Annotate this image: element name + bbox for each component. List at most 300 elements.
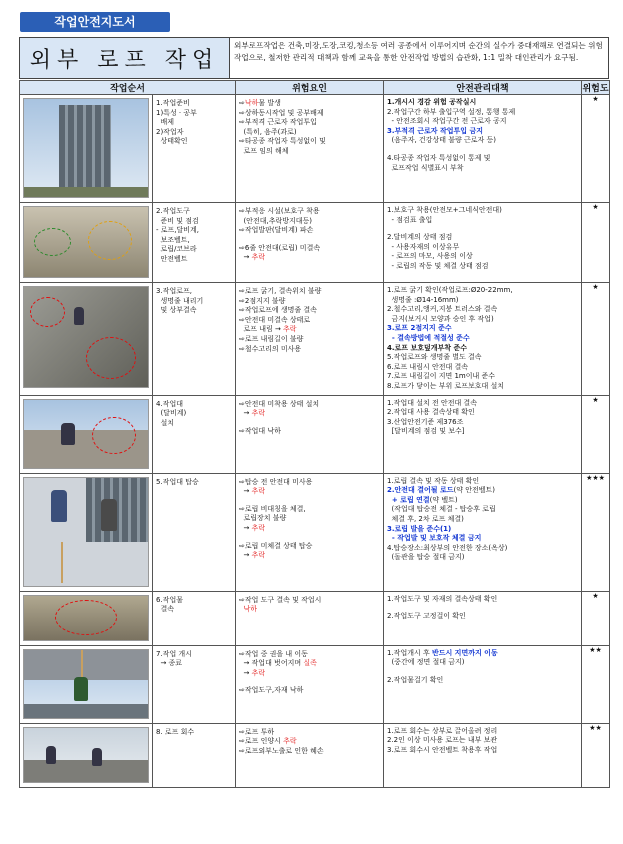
text-line: [239, 659, 380, 669]
text-segment: → 작업대 벗어지며: [239, 659, 304, 668]
text-line: [387, 372, 578, 382]
procedure-line: 준비 및 점검: [156, 216, 199, 225]
risk-rating: ★: [582, 283, 610, 396]
text-line: [387, 525, 578, 535]
text-segment: 2.달비계의 상태 점검: [387, 233, 453, 242]
text-line: [387, 658, 578, 668]
text-line: [239, 128, 380, 138]
text-segment: - 결속방법에 적절성 준수: [387, 333, 470, 342]
text-segment: - 사용자재의 이상유무: [387, 242, 460, 251]
text-segment: →: [239, 253, 252, 262]
risk-rating: ★★: [582, 645, 610, 723]
text-line: [387, 408, 578, 418]
photo-cell: [20, 283, 153, 396]
photo-shape: [61, 423, 75, 445]
procedure-cell: [153, 283, 236, 396]
text-line: [239, 737, 380, 747]
text-segment: ⇨작업발판(달비계) 파손: [239, 226, 314, 235]
text-segment: 1.작업도구 및 자재의 결속상태 확인: [387, 594, 498, 603]
text-segment: [달비계의 점검 및 보수]: [387, 427, 465, 436]
text-line: [387, 505, 578, 515]
text-segment: 1.개시시 경감 위험 공작실시: [387, 98, 477, 106]
text-segment: 2.안전대 결어될 로드: [387, 486, 454, 495]
text-segment: 2.작업도구 고정걸이 확인: [387, 612, 466, 621]
text-segment: ⇨상하동시작업 및 공부배제: [239, 108, 324, 117]
text-line: [387, 252, 578, 262]
text-segment: ⇨타공종 작업자 특성없이 및: [239, 137, 326, 146]
text-segment: 1.로프 굵기 확인(작업로프:Ø20-22mm,: [387, 286, 513, 294]
photo-shape: [51, 490, 67, 522]
procedure-cell: [153, 645, 236, 723]
photo-shape: [101, 499, 117, 531]
procedure-line: 배제: [156, 118, 174, 127]
text-segment: 추락: [283, 737, 297, 746]
text-line: [239, 419, 380, 427]
text-line: [387, 324, 578, 334]
text-line: [387, 243, 578, 253]
text-segment: 생명줄 :Ø14-16mm): [387, 295, 459, 304]
text-line: [239, 747, 380, 757]
safety-table: [19, 80, 610, 788]
text-line: [239, 514, 380, 524]
procedure-line: 설치: [156, 418, 174, 427]
text-line: [239, 109, 380, 119]
text-segment: ⇨로립 비대칭을 체결,: [239, 504, 306, 513]
photo-frame: [23, 649, 149, 719]
photo-shape: [74, 677, 88, 701]
text-segment: 추락: [251, 523, 266, 532]
procedure-cell: [153, 203, 236, 283]
photo-shape: [30, 297, 65, 327]
text-line: [387, 668, 578, 676]
text-line: [239, 542, 380, 552]
procedure-line: 생명줄 내리기: [156, 296, 204, 305]
photo-frame: [23, 206, 149, 278]
text-line: [387, 286, 578, 296]
work-photo: [23, 286, 149, 388]
text-segment: 3.로프 2점지지 준수: [387, 324, 452, 333]
text-line: [239, 244, 380, 254]
text-segment: 낙하: [244, 99, 259, 107]
work-photo: [23, 206, 149, 278]
photo-cell: [20, 645, 153, 723]
text-line: [239, 605, 380, 615]
text-segment: 추락: [251, 253, 266, 262]
text-line: [239, 345, 380, 355]
text-line: [239, 534, 380, 542]
document-header: [19, 37, 609, 79]
photo-shape: [81, 650, 83, 677]
text-line: [239, 325, 380, 335]
text-segment: ⇨작업 중 권을 내 이동: [239, 649, 308, 658]
page-description: 외부로프작업은 건축,미장,도장,코킹,청소등 여러 공종에서 이루어지며 순간의 실수가 중대재해로 연결되는 위험작업으로, 철저한 관리적 대책과 함께 교육을 통한 안전작업 방법의 습관화, 1:1 밀착 대인관리가 요구됨.: [234, 41, 603, 63]
text-segment: ⇨부적응 시설(보호구 착용: [239, 207, 320, 215]
photo-shape: [88, 221, 131, 260]
text-segment: 추락: [251, 551, 266, 560]
text-segment: 추락: [251, 668, 266, 677]
text-segment: 체결 후, 2차 로프 체결): [387, 514, 464, 523]
text-segment: 실족: [303, 659, 317, 668]
text-segment: ⇨로립 미체결 상태 탑승: [239, 541, 313, 550]
procedure-cell: [153, 95, 236, 203]
header-procedure: 작업순서: [20, 81, 236, 95]
text-segment: ⇨작업로프에 생명줄 결속: [239, 306, 317, 315]
text-line: [239, 427, 380, 437]
text-segment: (안전대,추락방지대등): [239, 216, 312, 225]
text-segment: 물 발생: [258, 99, 281, 107]
text-line: [239, 253, 380, 263]
photo-shape: [61, 542, 63, 583]
header-measure: 안전관리대책: [384, 81, 582, 95]
text-segment: →: [239, 551, 252, 560]
document-tag: 작업안전지도서: [20, 12, 170, 32]
header-hazard: 위험요인: [236, 81, 384, 95]
procedure-line: 5.작업대 탑승: [156, 477, 199, 486]
procedure-line: - 로프,달비계,: [156, 226, 200, 235]
text-line: [239, 728, 380, 738]
hazard-cell: [236, 203, 384, 283]
text-segment: 3.로립 발을 준수(1): [387, 524, 452, 533]
procedure-line: (달비계): [156, 409, 187, 418]
text-segment: 1.로립 결속 및 작동 상태 확인: [387, 476, 480, 485]
risk-rating: ★★★: [582, 473, 610, 591]
text-line: [239, 226, 380, 236]
work-photo: [23, 477, 149, 587]
text-segment: ⇨로프외부노출로 인한 혜손: [239, 746, 324, 755]
text-segment: ⇨철수고리의 미사용: [239, 344, 302, 353]
text-line: [387, 612, 578, 622]
text-line: [387, 225, 578, 233]
text-segment: 추락: [283, 325, 297, 334]
text-segment: 6.로프 내림시 안전대 결속: [387, 362, 468, 371]
procedure-cell: [153, 591, 236, 645]
text-segment: 1.보호구 착용(안전모+그네식안전대): [387, 206, 502, 214]
text-line: [239, 306, 380, 316]
text-segment: →: [239, 409, 252, 418]
table-row: [20, 723, 610, 787]
procedure-line: 상태확인: [156, 137, 188, 146]
text-line: [387, 146, 578, 154]
text-segment: 추락: [251, 409, 266, 418]
text-segment: 추락: [251, 487, 266, 496]
text-line: [239, 118, 380, 128]
text-segment: - 로프의 마모, 사용의 이상: [387, 252, 473, 261]
text-line: [387, 382, 578, 392]
text-segment: 4.탑승장소:최상부의 안전한 장소(옥상): [387, 543, 508, 552]
text-line: [239, 596, 380, 606]
photo-shape: [34, 228, 71, 256]
risk-rating: ★: [582, 591, 610, 645]
procedure-line: 보조벨트,: [156, 235, 190, 244]
procedure-line: 2)작업자: [156, 127, 184, 136]
photo-shape: [86, 478, 148, 543]
table-row: [20, 283, 610, 396]
measure-cell: [384, 591, 582, 645]
text-line: [387, 727, 578, 737]
risk-rating: ★★: [582, 723, 610, 787]
text-segment: 3.부적격 근로자 작업투입 금지: [387, 126, 483, 135]
text-line: [387, 604, 578, 612]
hazard-cell: [236, 395, 384, 473]
text-line: [239, 478, 380, 488]
text-line: [239, 147, 380, 157]
text-segment: ⇨탑승 전 안전대 미사용: [239, 477, 313, 486]
photo-frame: [23, 477, 149, 587]
text-segment: ⇨안전대 미착용 상태 설치: [239, 399, 320, 408]
text-line: [387, 534, 578, 544]
procedure-line: 1.작업준비: [156, 99, 190, 107]
work-photo: [23, 649, 149, 719]
hazard-cell: [236, 283, 384, 396]
text-line: [239, 400, 380, 410]
procedure-line: 7.작업 개시: [156, 649, 192, 658]
text-line: [239, 217, 380, 227]
text-segment: 로프 내림 →: [239, 325, 284, 334]
text-segment: 금지(보거시 모양과 승인 후 작업): [387, 314, 494, 323]
text-line: [387, 305, 578, 315]
text-line: [239, 650, 380, 660]
text-segment: 2.작업물걸기 확인: [387, 675, 444, 684]
photo-shape: [55, 600, 117, 635]
procedure-line: 1)특성 · 공부: [156, 108, 197, 117]
text-line: [387, 486, 578, 496]
photo-cell: [20, 591, 153, 645]
hazard-cell: [236, 95, 384, 203]
text-line: [387, 233, 578, 243]
text-line: [239, 505, 380, 515]
text-segment: ⇨작업도구,자재 낙하: [239, 686, 304, 695]
text-segment: (약 안전벨트): [453, 486, 495, 495]
text-line: [239, 686, 380, 696]
text-segment: 1.작업대 설치 전 안전대 결속: [387, 398, 477, 407]
hazard-cell: [236, 645, 384, 723]
procedure-line: 6.작업물: [156, 595, 183, 604]
photo-frame: [23, 595, 149, 641]
table-row: [20, 203, 610, 283]
text-line: [387, 296, 578, 306]
text-line: [387, 477, 578, 487]
text-segment: 로프 임의 해체: [239, 146, 289, 155]
text-line: [387, 344, 578, 354]
text-line: [387, 515, 578, 525]
table-header-row: [20, 81, 610, 95]
work-photo: [23, 727, 149, 783]
text-line: [239, 669, 380, 679]
photo-shape: [24, 650, 148, 681]
table-row: [20, 645, 610, 723]
text-segment: 로립장치 불량: [239, 514, 287, 523]
table-row: [20, 591, 610, 645]
text-line: [387, 553, 578, 563]
text-segment: →: [239, 523, 252, 532]
work-photo: [23, 399, 149, 469]
risk-rating: ★: [582, 395, 610, 473]
text-segment: ⇨로프 투하: [239, 727, 275, 736]
photo-shape: [92, 748, 102, 766]
text-line: [239, 137, 380, 147]
photo-frame: [23, 399, 149, 469]
measure-cell: [384, 395, 582, 473]
text-segment: - 안전조회시 작업구간 전 근로자 공지: [387, 117, 507, 126]
risk-rating: ★: [582, 203, 610, 283]
text-segment: 4.타공종 작업자 특성없이 통제 및: [387, 153, 491, 162]
procedure-cell: [153, 473, 236, 591]
text-segment: 4.로프 보호덮개부착 준수: [387, 343, 468, 352]
text-line: [387, 418, 578, 428]
text-line: [239, 236, 380, 244]
text-segment: (중간에 정면 절대 금지): [387, 658, 465, 667]
text-segment: (음주자, 건강상태 불량 근로자 등): [387, 136, 496, 145]
text-line: [239, 316, 380, 326]
text-segment: 2.철수고리,앵커,지붕 트러스와 결속: [387, 305, 498, 314]
text-line: [239, 287, 380, 297]
text-segment: ⇨로프 내림길이 불량: [239, 334, 304, 343]
photo-cell: [20, 473, 153, 591]
text-line: [387, 117, 578, 127]
text-segment: 1.로프 회수는 상부로 끌어올려 정리: [387, 726, 498, 735]
text-segment: 2.작업구간 하부 출입구역 설정, 통행 통제: [387, 107, 516, 116]
text-segment: - 점검표 출입: [387, 215, 433, 224]
text-line: [239, 409, 380, 419]
risk-rating: ★: [582, 95, 610, 203]
measure-cell: [384, 645, 582, 723]
text-line: [387, 216, 578, 226]
text-line: [387, 363, 578, 373]
text-segment: ⇨6줄 안전대(로립) 미결속: [239, 243, 321, 252]
text-line: [387, 649, 578, 659]
procedure-line: 로립/코브라: [156, 245, 197, 254]
procedure-line: 3.작업로프,: [156, 287, 192, 295]
text-line: [387, 315, 578, 325]
text-line: [387, 108, 578, 118]
photo-shape: [86, 337, 136, 379]
text-line: [387, 136, 578, 146]
text-segment: →: [239, 487, 252, 496]
text-segment: - 작업발 및 보호작 체결 금지: [387, 534, 482, 543]
photo-cell: [20, 395, 153, 473]
text-line: [387, 164, 578, 174]
header-risk: 위험도: [582, 81, 610, 95]
page-title: 외부 로프 작업: [20, 38, 230, 78]
procedure-line: 4.작업대: [156, 399, 183, 408]
text-segment: →: [239, 668, 252, 677]
text-segment: 로프작업 식별표시 부착: [387, 163, 464, 172]
procedure-cell: [153, 723, 236, 787]
measure-cell: [384, 473, 582, 591]
procedure-cell: [153, 395, 236, 473]
procedure-line: 안전벨트: [156, 254, 188, 263]
table-row: [20, 95, 610, 203]
measure-cell: [384, 283, 582, 396]
text-line: [239, 335, 380, 345]
procedure-line: 결속: [156, 605, 174, 614]
text-line: [387, 334, 578, 344]
text-line: [239, 551, 380, 561]
text-line: [387, 154, 578, 164]
text-segment: ⇨2점지지 불량: [239, 296, 286, 305]
text-segment: ⇨로프 굵기, 결속위치 불량: [239, 287, 322, 295]
text-segment: ⇨안전대 미결속 상태로: [239, 315, 311, 324]
photo-cell: [20, 203, 153, 283]
photo-shape: [46, 746, 56, 764]
text-line: [387, 595, 578, 605]
text-line: [387, 206, 578, 216]
text-line: [239, 207, 380, 217]
photo-shape: [24, 187, 148, 197]
text-line: [387, 736, 578, 746]
photo-cell: [20, 95, 153, 203]
hazard-cell: [236, 591, 384, 645]
text-segment: ⇨부적격 근로자 작업투입: [239, 118, 317, 127]
text-segment: ⇨로프 인양시: [239, 737, 284, 746]
work-photo: [23, 98, 149, 198]
table-row: [20, 473, 610, 591]
text-segment: 3.로프 회수시 안전벨트 착용후 작업: [387, 745, 498, 754]
text-segment: (돌관을 탑승 절대 금지): [387, 553, 465, 562]
text-segment: ⇨작업대 낙하: [239, 426, 281, 435]
text-segment: 반드시 지면까지 이동: [431, 648, 498, 657]
text-line: [239, 497, 380, 505]
text-segment: - 로립의 작동 및 체결 상태 점검: [387, 261, 489, 270]
hazard-cell: [236, 473, 384, 591]
text-line: [387, 127, 578, 137]
text-segment: 8.로프가 닿이는 부위 로프보호대 설치: [387, 381, 505, 390]
text-segment: + 로립 연결: [387, 495, 430, 504]
text-line: [387, 746, 578, 756]
procedure-line: 및 상부결속: [156, 306, 197, 315]
measure-cell: [384, 723, 582, 787]
text-line: [387, 427, 578, 437]
text-line: [387, 399, 578, 409]
text-segment: 3.산업안전기준 제376조: [387, 417, 464, 426]
text-line: [387, 353, 578, 363]
photo-shape: [24, 704, 148, 718]
photo-shape: [92, 417, 135, 454]
photo-cell: [20, 723, 153, 787]
text-line: [239, 524, 380, 534]
photo-frame: [23, 727, 149, 783]
text-line: [239, 297, 380, 307]
measure-cell: [384, 95, 582, 203]
hazard-cell: [236, 723, 384, 787]
procedure-line: → 종료: [156, 659, 183, 668]
text-segment: 2.작업대 사용 결속상태 확인: [387, 408, 475, 417]
text-line: [387, 544, 578, 554]
photo-shape: [24, 760, 148, 782]
text-segment: (특히, 음주(과로): [239, 127, 297, 136]
text-line: [387, 676, 578, 686]
text-segment: (약 벨트): [429, 495, 458, 504]
text-line: [387, 98, 578, 108]
photo-frame: [23, 286, 149, 388]
procedure-line: 8. 로프 회수: [156, 727, 195, 736]
text-line: [387, 496, 578, 506]
text-segment: ⇨작업 도구 결속 및 작업시: [239, 595, 322, 604]
text-segment: 7.로프 내림길이 지면 1m이내 준수: [387, 372, 495, 381]
procedure-line: 2.작업도구: [156, 207, 190, 215]
text-line: [239, 99, 380, 109]
text-segment: 2.2인 이상 미사용 로프는 내부 보관: [387, 736, 498, 745]
text-segment: 낙하: [243, 605, 257, 614]
photo-shape: [59, 105, 111, 193]
text-segment: 1.작업개시 후: [387, 648, 432, 657]
photo-shape: [74, 307, 84, 325]
photo-frame: [23, 98, 149, 198]
measure-cell: [384, 203, 582, 283]
text-segment: ⇨: [239, 99, 245, 107]
text-line: [239, 487, 380, 497]
text-segment: (작업대 탑승전 체결 - 탑승후 로립: [387, 505, 496, 514]
